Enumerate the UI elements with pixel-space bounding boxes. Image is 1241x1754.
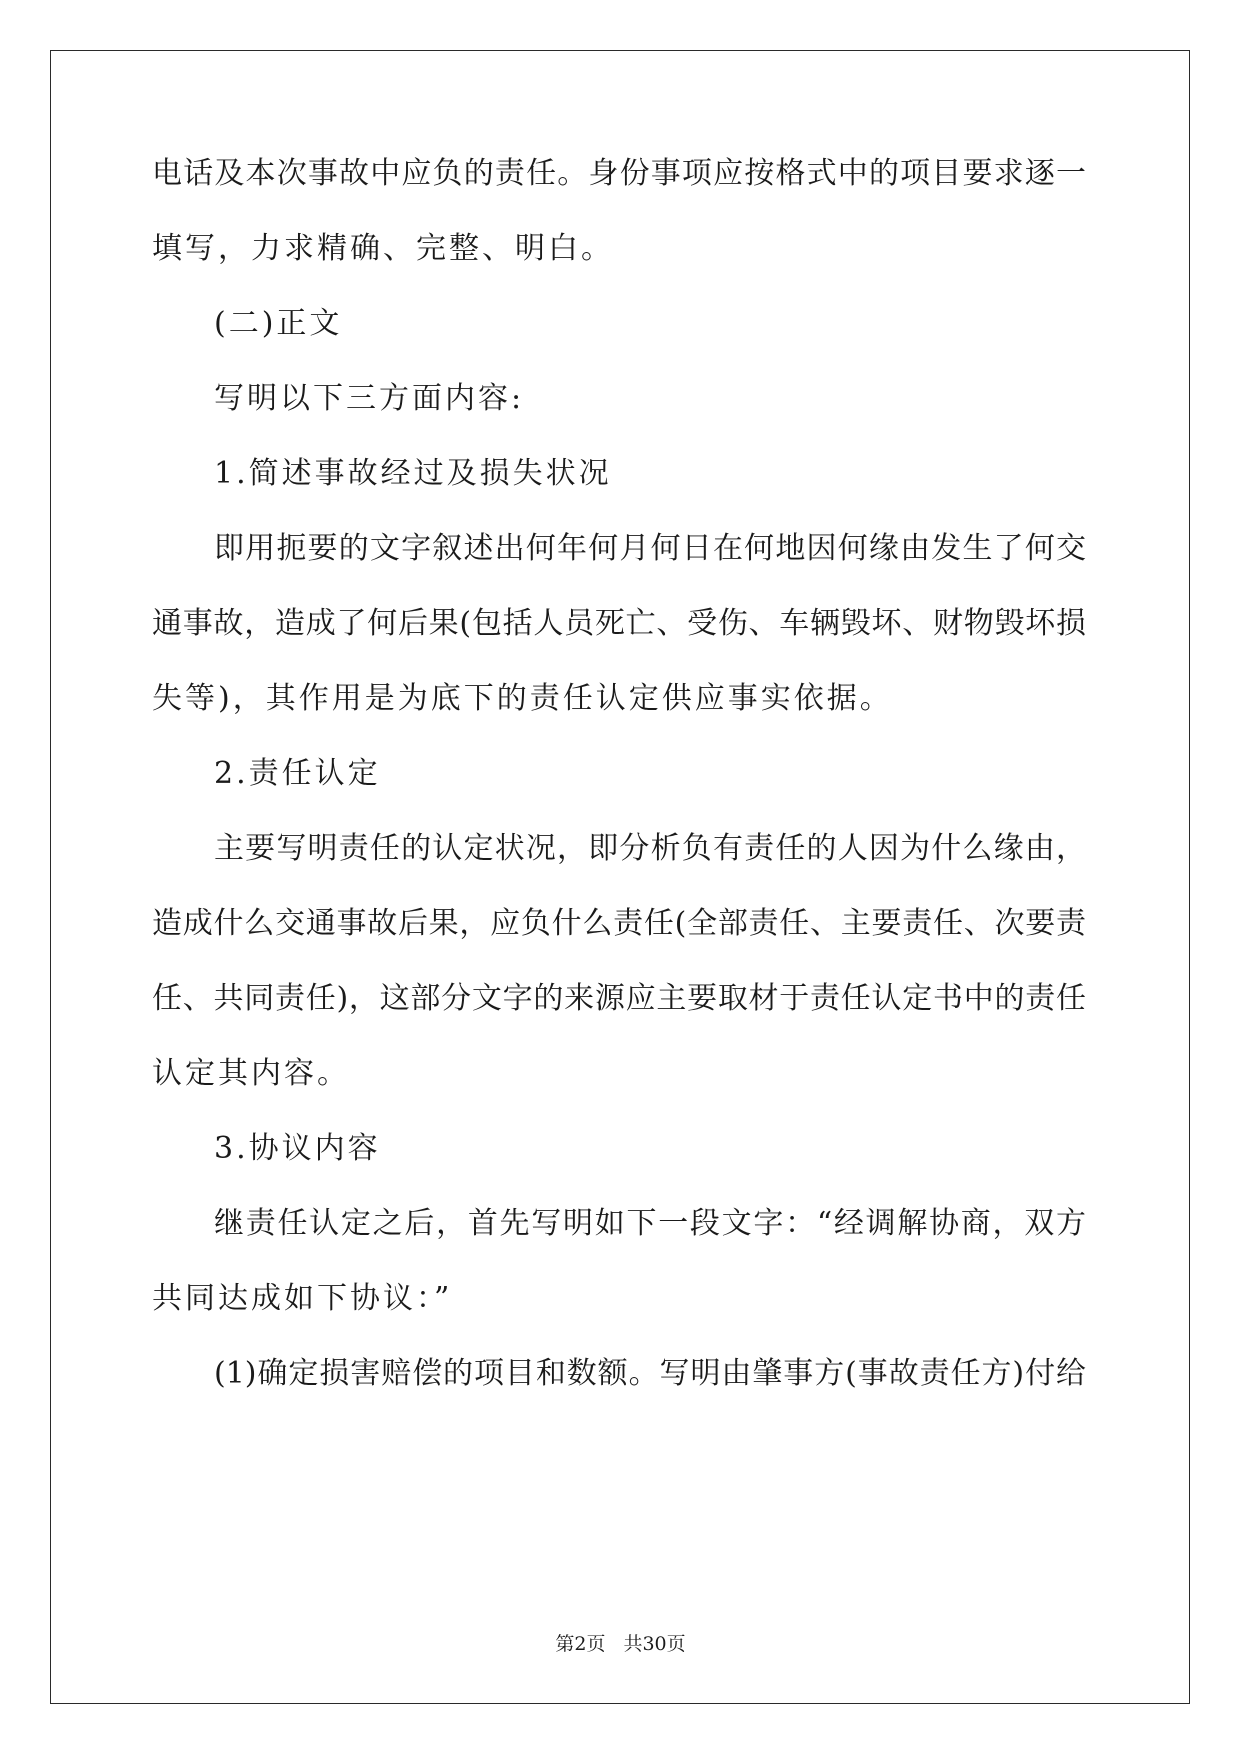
paragraph-line: 造成什么交通事故后果，应负什么责任(全部责任、主要责任、次要责 bbox=[152, 906, 1086, 941]
paragraph-line: 主要写明责任的认定状况，即分析负有责任的人因为什么缘由， bbox=[214, 831, 1086, 866]
paragraph-line: 失等)，其作用是为底下的责任认定供应事实依据。 bbox=[152, 681, 893, 716]
paragraph-line: 写明以下三方面内容: bbox=[214, 381, 525, 416]
paragraph-line: 任、共同责任)，这部分文字的来源应主要取材于责任认定书中的责任 bbox=[152, 981, 1086, 1016]
subsection-heading: 1.简述事故经过及损失状况 bbox=[214, 456, 612, 491]
subsection-heading: 2.责任认定 bbox=[214, 756, 381, 791]
page-border bbox=[50, 50, 1190, 1704]
paragraph-line: 即用扼要的文字叙述出何年何月何日在何地因何缘由发生了何交 bbox=[214, 531, 1086, 566]
paragraph-line: 继责任认定之后，首先写明如下一段文字：“经调解协商，双方 bbox=[214, 1206, 1086, 1241]
paragraph-line: 填写，力求精确、完整、明白。 bbox=[152, 231, 614, 266]
page-footer bbox=[0, 1632, 1241, 1656]
subsection-heading: 3.协议内容 bbox=[214, 1131, 381, 1166]
paragraph-line: (1)确定损害赔偿的项目和数额。写明由肇事方(事故责任方)付给 bbox=[214, 1356, 1086, 1391]
paragraph-line: 认定其内容。 bbox=[152, 1056, 350, 1091]
page-number: 第2页 bbox=[555, 1633, 606, 1655]
section-heading: (二)正文 bbox=[214, 306, 343, 341]
paragraph-line: 共同达成如下协议：” bbox=[152, 1281, 453, 1316]
paragraph-line: 电话及本次事故中应负的责任。身份事项应按格式中的项目要求逐一 bbox=[152, 156, 1086, 191]
page-total: 共30页 bbox=[623, 1633, 686, 1655]
paragraph-line: 通事故，造成了何后果(包括人员死亡、受伤、车辆毁坏、财物毁坏损 bbox=[152, 606, 1086, 641]
